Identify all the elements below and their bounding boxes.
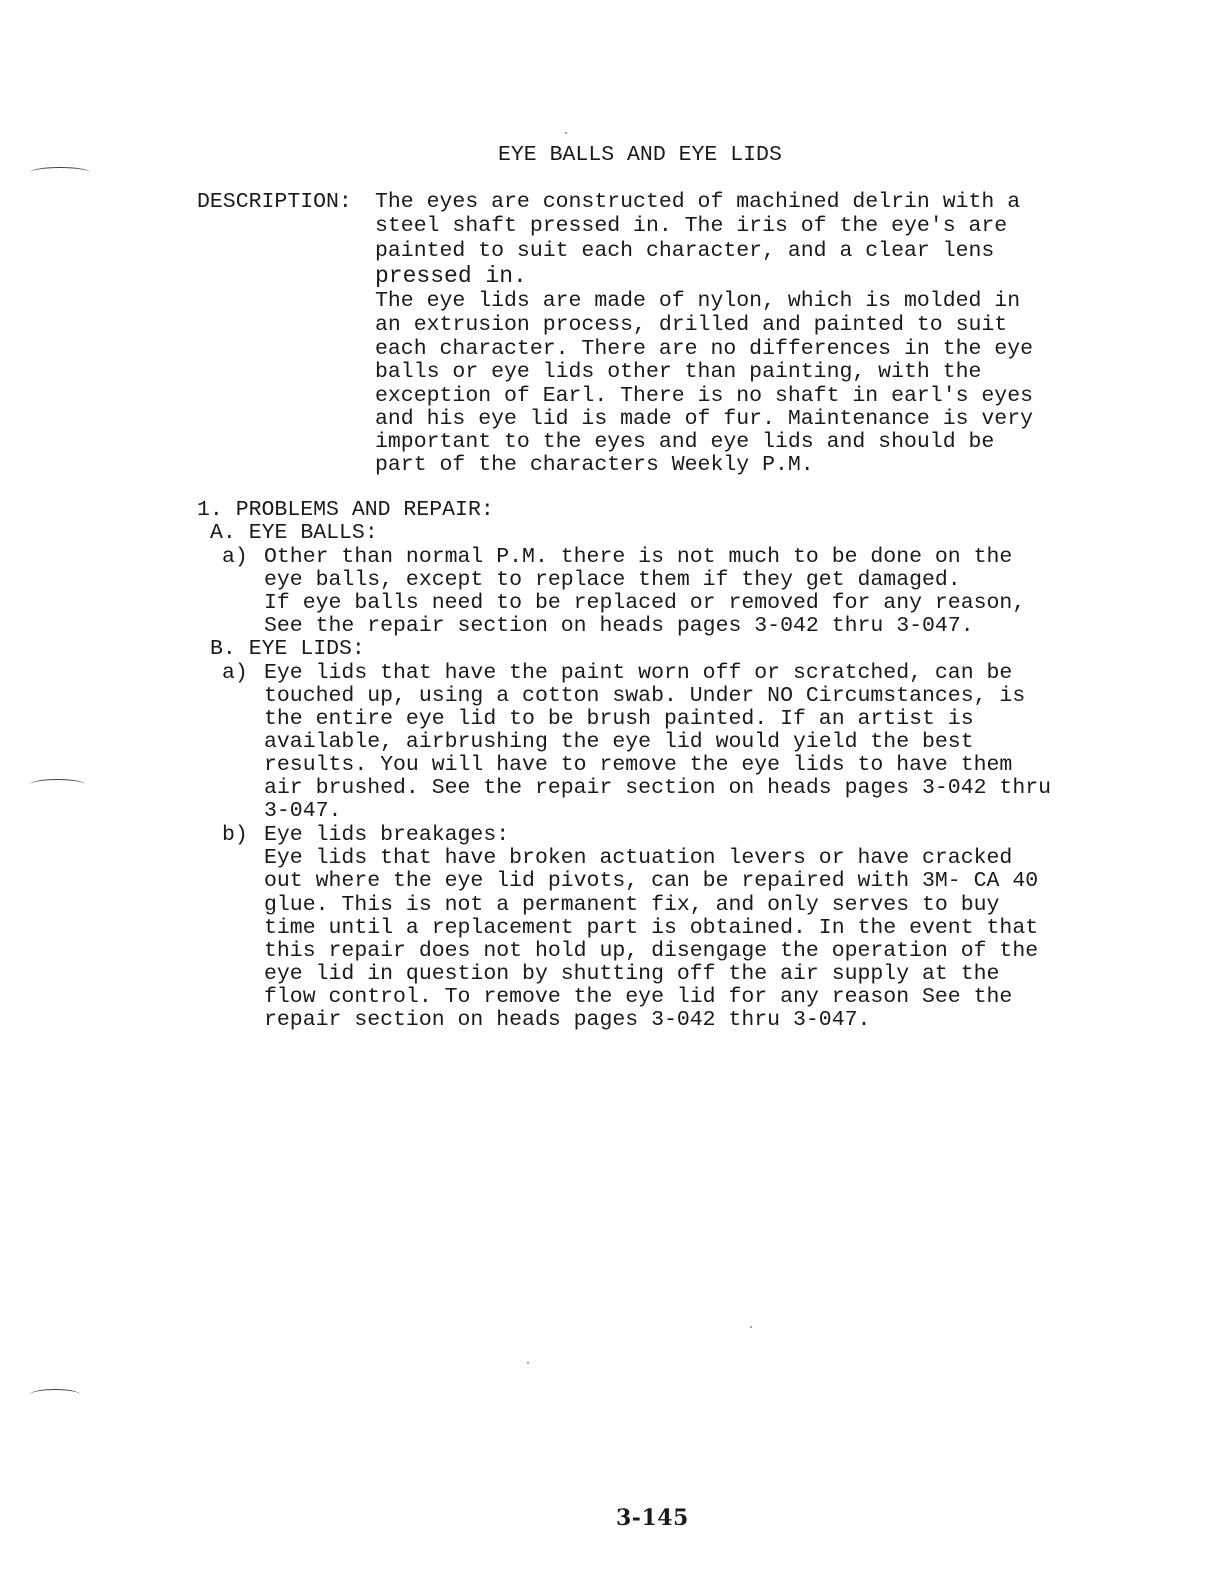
punch-hole-mark [30, 779, 85, 790]
description-line: each character. There are no differences in the eye [375, 337, 1034, 361]
scan-speck [565, 132, 567, 134]
item-line: the entire eye lid to be brush painted. If an artist is [264, 707, 974, 731]
item-letter: b) [222, 823, 248, 847]
description-line: balls or eye lids other than painting, with the [375, 360, 982, 384]
description-line: important to the eyes and eye lids and should be [375, 430, 995, 454]
item-line: air brushed. See the repair section on heads pages 3-042 thru [264, 776, 1052, 800]
item-letter: a) [222, 661, 248, 685]
page-number: 3-145 [616, 1505, 689, 1531]
subsection-heading-eye-balls: A. EYE BALLS: [210, 521, 378, 545]
item-line: eye lid in question by shutting off the air supply at the [264, 962, 1000, 986]
item-line: See the repair section on heads pages 3-042 thru 3-047. [264, 614, 974, 638]
item-line: Eye lids breakages: [264, 823, 510, 847]
item-line: eye balls, except to replace them if they get damaged. [264, 568, 961, 592]
item-line: this repair does not hold up, disengage the operation of the [264, 939, 1039, 963]
item-line: Other than normal P.M. there is not much to be done on the [264, 545, 1013, 569]
punch-hole-mark [30, 1389, 80, 1400]
item-line: 3-047. [264, 799, 342, 823]
description-line: The eyes are constructed of machined delrin with a [375, 190, 1021, 214]
item-line: If eye balls need to be replaced or removed for any reason, [264, 591, 1026, 615]
page-title: EYE BALLS AND EYE LIDS [498, 143, 782, 167]
description-line: steel shaft pressed in. The iris of the eye's are [375, 214, 1008, 238]
item-line: Eye lids that have the paint worn off or scratched, can be [264, 661, 1013, 685]
description-line: The eye lids are made of nylon, which is molded in [375, 289, 1021, 313]
item-line: available, airbrushing the eye lid would yield the best [264, 730, 974, 754]
description-line: part of the characters Weekly P.M. [375, 453, 814, 477]
description-line: an extrusion process, drilled and painted to suit [375, 313, 1008, 337]
item-line: touched up, using a cotton swab. Under NO Circumstances, is [264, 684, 1026, 708]
description-line: pressed in. [375, 263, 527, 289]
item-line: out where the eye lid pivots, can be repaired with 3M- CA 40 [264, 869, 1039, 893]
item-line: Eye lids that have broken actuation levers or have cracked [264, 846, 1013, 870]
punch-hole-mark [30, 167, 90, 178]
subsection-heading-eye-lids: B. EYE LIDS: [210, 637, 365, 661]
item-line: repair section on heads pages 3-042 thru 3-047. [264, 1008, 871, 1032]
item-line: time until a replacement part is obtained. In the event that [264, 916, 1039, 940]
section-heading: 1. PROBLEMS AND REPAIR: [197, 498, 494, 522]
description-line: painted to suit each character, and a clear lens [375, 239, 995, 263]
scan-speck [750, 1326, 752, 1328]
item-letter: a) [222, 545, 248, 569]
item-line: flow control. To remove the eye lid for any reason See the [264, 985, 1013, 1009]
item-line: glue. This is not a permanent fix, and only serves to buy [264, 893, 1000, 917]
description-line: exception of Earl. There is no shaft in earl's eyes [375, 384, 1034, 408]
scan-speck [527, 1362, 529, 1364]
description-line: and his eye lid is made of fur. Maintenance is very [375, 407, 1034, 431]
description-label: DESCRIPTION: [197, 190, 352, 214]
item-line: results. You will have to remove the eye lids to have them [264, 753, 1013, 777]
